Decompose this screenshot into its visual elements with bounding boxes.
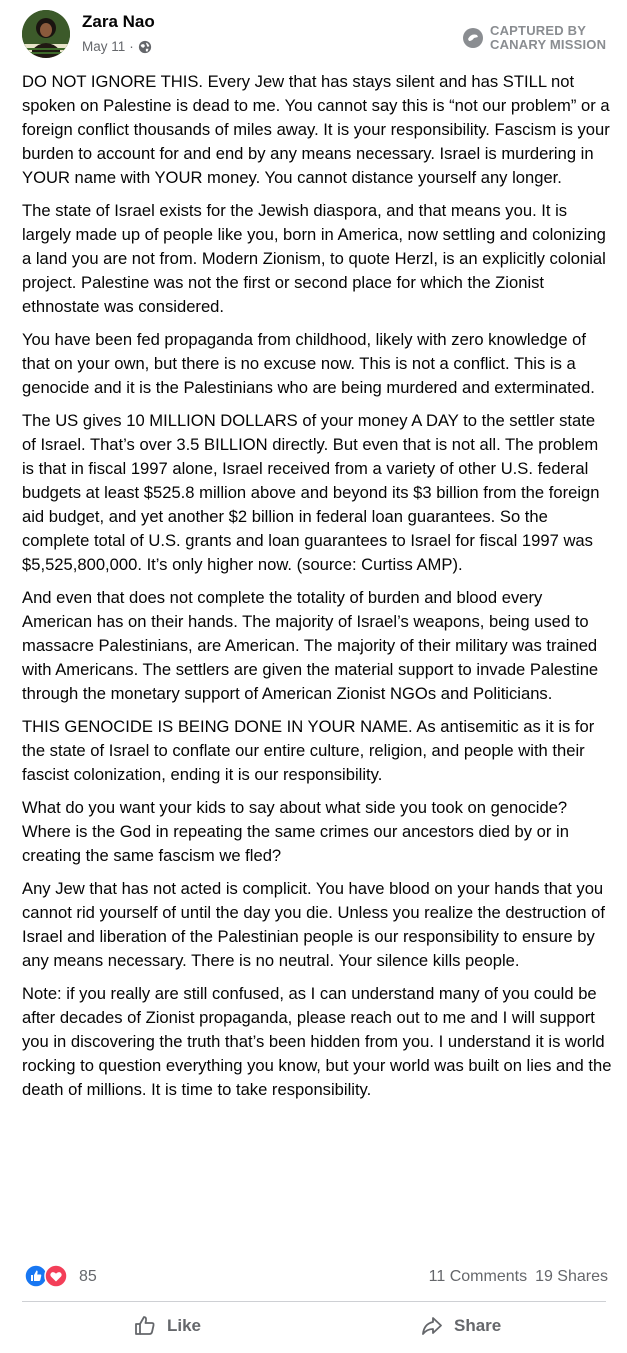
share-button[interactable] (420, 1314, 501, 1338)
like-label: Like (167, 1316, 202, 1335)
post-paragraph: THIS GENOCIDE IS BEING DONE IN YOUR NAME. As antisemitic as it is for the state of Israel to conflate our entire culture, religion, and people with their fascist colonization, ending it is our responsibility. (22, 717, 595, 784)
globe-icon (138, 40, 152, 54)
post-date[interactable]: May 11 (82, 39, 126, 54)
post-paragraph: The state of Israel exists for the Jewish diaspora, and that means you. It is largely made up of people like you, born in America, now settling and colonizing a land you are not from. Modern Zionism, to quote Herzl, is an explicitly colonial project. Palestine was not the first or second place for which the Zionist ethnostate was considered. (22, 201, 606, 316)
stamp-line-2: CANARY MISSION (490, 37, 607, 52)
reaction-icons[interactable] (24, 1264, 68, 1288)
reaction-count[interactable]: 85 (79, 1268, 97, 1285)
post-paragraph: And even that does not complete the totality of burden and blood every American has on their hands. The majority of Israel’s weapons, being used to massacre Palestinians, are American. The majority of their military was trained with Americans. The settlers are given the material support to invade Palestine through the monetary support of American Zionist NGOs and Politicians. (22, 588, 599, 703)
post-paragraph: You have been fed propaganda from childhood, likely with zero knowledge of that on your own, but there is no excuse now. This is not a conflict. This is a genocide and it is the Palestinians who are being murdered and exterminated. (22, 330, 595, 397)
love-icon (44, 1264, 68, 1288)
canary-mission-logo-icon (462, 27, 484, 49)
share-label: Share (454, 1316, 502, 1335)
captured-by-stamp (462, 24, 606, 52)
share-arrow-icon (420, 1314, 444, 1338)
engagement-stats (429, 1268, 608, 1286)
shares-count[interactable]: 19 Shares (535, 1268, 608, 1285)
avatar[interactable] (22, 10, 70, 58)
stamp-text (490, 24, 606, 52)
post-header (0, 0, 627, 68)
post-paragraph: The US gives 10 MILLION DOLLARS of your money A DAY to the settler state of Israel. That’s over 3.5 BILLION directly. But even that is not all. The problem is that in fiscal 1997 alone, Israel received from a variety of other U.S. federal budgets at least $525.8 million above and beyond its $3 billion from the foreign aid budget, and yet another $2 billion in federal loan guarantees. So the complete total of U.S. grants and loan guarantees to Israel for fiscal 1997 was $5,525,800,000. It’s only higher now. (source: Curtiss AMP). (22, 411, 600, 574)
comments-count[interactable]: 11 Comments (428, 1268, 528, 1285)
engagement-summary (22, 1262, 608, 1290)
post-actions (0, 1302, 627, 1352)
post-meta (82, 39, 152, 54)
post-body (22, 70, 612, 1111)
post-paragraph: Any Jew that has not acted is complicit. You have blood on your hands that you cannot rid yourself of until the day you die. Unless you realize the destruction of Israel and liberation of the Palestinian people is our responsibility to ensure by any means necessary. There is no neutral. Your silence kills people. (22, 879, 605, 970)
meta-separator: · (129, 39, 134, 54)
post-paragraph: What do you want your kids to say about what side you took on genocide? Where is the God in repeating the same crimes our ancestors died by or in creating the same fascism we fled? (22, 798, 569, 865)
post-paragraph: Note: if you really are still confused, as I can understand many of you could be after decades of Zionist propaganda, please reach out to me and I will support you in discovering the truth that’s been hidden from you. I understand it is world rocking to question everything you know, but your world was built on lies and the death of millions. It is time to take responsibility. (22, 984, 612, 1099)
post-paragraph: DO NOT IGNORE THIS. Every Jew that has stays silent and has STILL not spoken on Palestine is dead to me. You cannot say this is “not our problem” or a foreign conflict thousands of miles away. It is your responsibility. Fascism is your burden to account for and end by any means necessary. Israel is murdering in YOUR name with YOUR money. You cannot distance yourself any longer. (22, 72, 610, 187)
author-name[interactable]: Zara Nao (82, 12, 155, 31)
thumbs-up-icon (133, 1314, 157, 1338)
like-button[interactable] (133, 1314, 201, 1338)
stamp-line-1: CAPTURED BY (490, 23, 587, 38)
